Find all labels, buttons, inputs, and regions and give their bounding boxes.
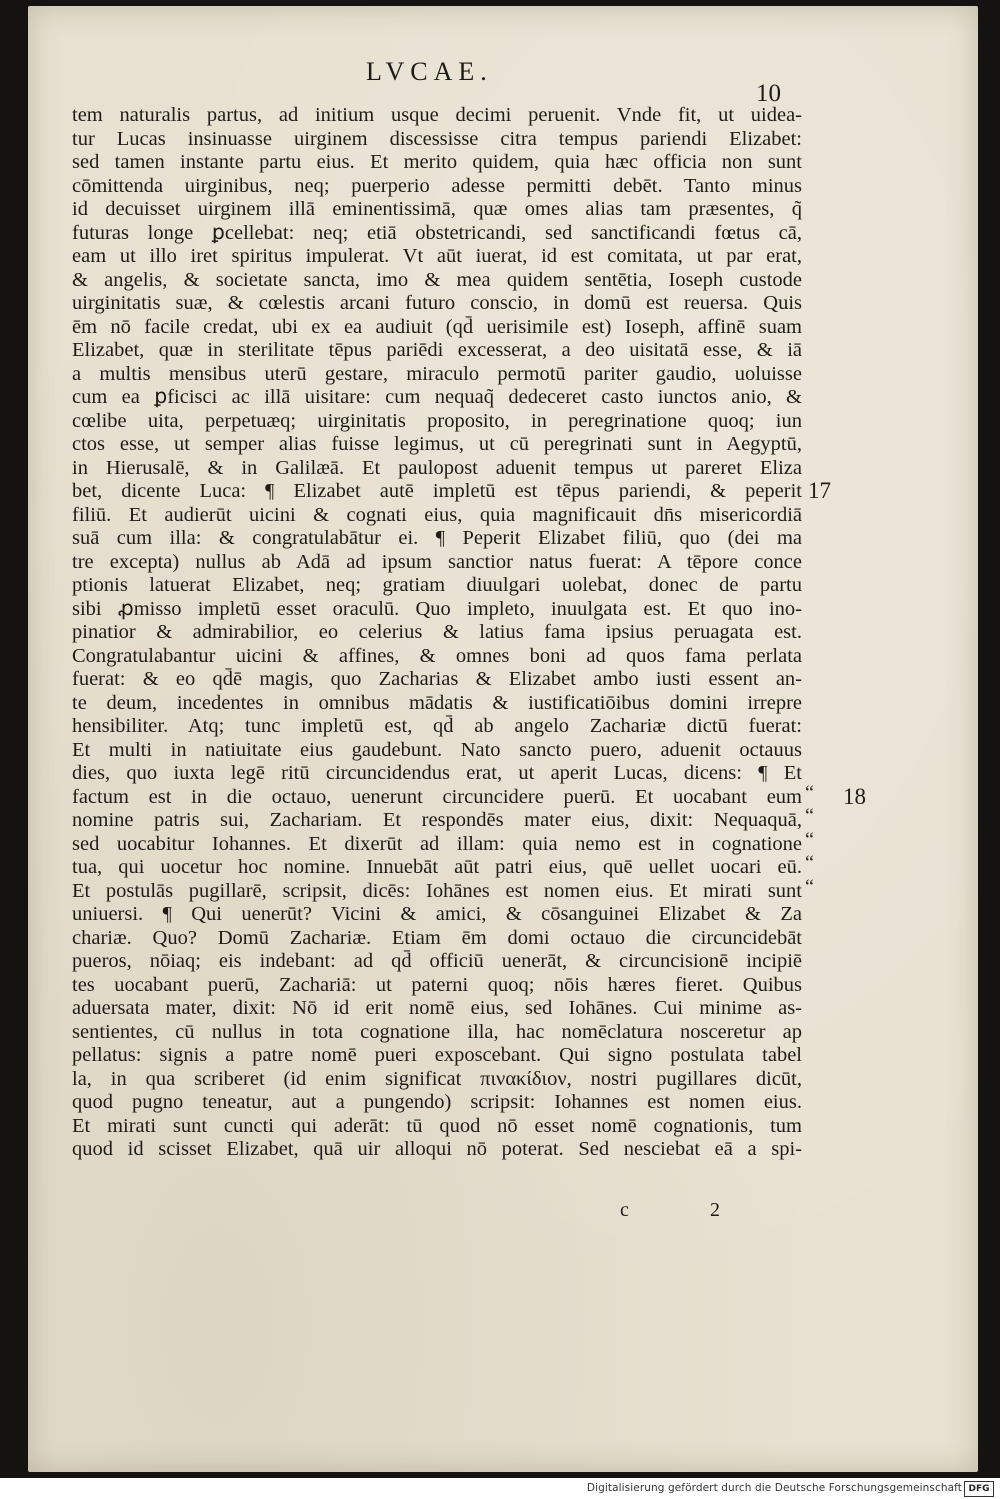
text-line: ctos esse, ut semper alias fuisse legimus, ut cū peregrinati sunt in Aegyptū,	[72, 433, 802, 455]
running-head: LVCAE.	[366, 57, 493, 86]
text-line: factum est in die octauo, uenerunt circuncidere puerū. Et uocabant eum	[72, 785, 802, 808]
folio-number: 10	[756, 80, 781, 107]
text-line: quod pugno teneatur, aut a pungendo) scripsit: Iohannes est nomen eius.	[72, 1091, 802, 1113]
text-line: tes uocabant puerū, Zachariā: ut paterni quoq; nōis hæres fieret. Quibus	[72, 973, 802, 996]
text-line: cōmittenda uirginibus, neq; puerperio adesse permitti debēt. Tanto minus	[72, 174, 802, 197]
text-line: Congratulabantur uicini & affines, & omnes boni ad quos fama perlata	[72, 644, 802, 667]
text-line: tem naturalis partus, ad initium usque decimi peruenit. Vnde fit, ut uidea-	[72, 104, 802, 126]
text-line: cum ea ꝑficisci ac illā uisitare: cum nequaq̃ dedeceret casto iunctos anio, &	[72, 386, 802, 408]
verse-number: 17	[808, 478, 831, 503]
text-line: dies, quo iuxta legē ritū circuncidendus erat, ut aperit Lucas, dicens: ¶ Et	[72, 762, 802, 784]
text-line: tre excepta) nullus ab Adā ad ipsum sanctior natus fuerat: A tēpore conce	[72, 550, 802, 573]
text-line: sibi ꝓmisso impletū esset oraculū. Quo impleto, inuulgata est. Et quo ino-	[72, 597, 802, 620]
text-line: aduersata mater, dixit: Nō id erit nomē eius, sed Iohānes. Cui minime as-	[72, 997, 802, 1019]
text-line: eam ut illo iret spiritus impulerat. Vt aūt iuerat, id est comitata, ut par erat,	[72, 245, 802, 267]
text-line: cœlibe uita, perpetuæq; uirginitatis proposito, in peregrinatione quoq; iun	[72, 409, 802, 432]
text-line: Et postulās pugillarē, scripsit, dicēs: Iohānes est nomen eius. Et mirati sunt	[72, 879, 802, 902]
signature-mark	[620, 1199, 720, 1222]
quotation-mark: “	[805, 875, 814, 898]
main-text-block	[72, 104, 802, 1162]
text-line: quod id scisset Elizabet, quā uir alloqui nō poterat. Sed nesciebat eā a spi-	[72, 1138, 802, 1160]
text-line: Et mirati sunt cuncti qui aderāt: tū quod nō esset nomē cognationis, tum	[72, 1114, 802, 1137]
verse-number: 18	[843, 783, 866, 809]
text-line: tur Lucas insinuasse uirginem discessisse citra tempus pariendi Elizabet:	[72, 127, 802, 150]
text-line: ptionis latuerat Elizabet, neq; gratiam diuulgari uolebat, donec de partu	[72, 574, 802, 596]
text-line: id decuisset uirginem illā eminentissimā, quæ omes alias tam præsentes, q̃	[72, 198, 802, 220]
quotation-mark: “	[805, 828, 814, 851]
signature-number: 2	[710, 1199, 720, 1221]
text-line: Et multi in natiuitate eius gaudebunt. Nato sancto puero, aduenit octauus	[72, 738, 802, 761]
text-line: Elizabet, quæ in sterilitate tēpus pariēdi excesserat, a deo uisitatā esse, & iā	[72, 339, 802, 361]
text-line: sentientes, cū nullus in tota cognatione illa, hac nomēclatura nosceretur ap	[72, 1020, 802, 1043]
text-line: pueros, nōiaq; eis indebant: ad qd̄ officiū uenerāt, & circuncisionē incipiē	[72, 950, 802, 972]
quotation-mark: “	[805, 852, 814, 874]
text-line: la, in qua scriberet (id enim significat πινακίδιον, nostri pugillares dicūt,	[72, 1067, 802, 1090]
text-line: te deum, incedentes in omnibus mādatis & iustificatiōibus domini irrepre	[72, 691, 802, 714]
funding-credit: Digitalisierung gefördert durch die Deutsche Forschungsgemeinschaft	[586, 1482, 962, 1494]
text-line: hensibiliter. Atq; tunc impletū est, qd̄ ab angelo Zachariæ dictū fuerat:	[72, 715, 802, 737]
text-line: tua, qui uocetur hoc nomine. Innuebāt aūt patri eius, quē uellet uocari eū.	[72, 856, 802, 878]
text-line: suā cum illa: & congratulabātur ei. ¶ Peperit Elizabet filiū, quo (dei ma	[72, 527, 802, 549]
text-line: pellatus: signis a patre nomē pueri exposcebant. Qui signo postulata tabel	[72, 1044, 802, 1066]
text-line: futuras longe ꝑcellebat: neq; etiā obstetricandi, sed sanctificandi fœtus cā,	[72, 221, 802, 244]
text-line: chariæ. Quo? Domū Zachariæ. Etiam ēm domi octauo die circuncidebāt	[72, 926, 802, 949]
text-line: uniuersi. ¶ Qui uenerūt? Vicini & amici, & cōsanguinei Elizabet & Za	[72, 903, 802, 925]
text-line: sed uocabitur Iohannes. Et dixerūt ad illam: quia nemo est in cognatione	[72, 832, 802, 855]
text-line: sed tamen instante partu eius. Et merito quidem, quia hæc officia non sunt	[72, 151, 802, 173]
dfg-logo-icon: DFG	[964, 1481, 994, 1497]
quotation-mark: “	[805, 781, 814, 804]
signature-letter: c	[620, 1199, 629, 1221]
text-line: ēm nō facile credat, ubi ex ea audiuit (qd̄ uerisimile est) Ioseph, affinē suam	[72, 315, 802, 338]
text-line: bet, dicente Luca: ¶ Elizabet autē impletū est tēpus pariendi, & peperit	[72, 480, 802, 502]
quotation-mark: “	[805, 805, 814, 827]
text-line: fuerat: & eo qd̄ē magis, quo Zacharias & Elizabet ambo iusti essent an-	[72, 668, 802, 690]
text-line: & angelis, & societate sancta, imo & mea quidem sentētia, Ioseph custode	[72, 268, 802, 291]
text-line: filiū. Et audierūt uicini & cognati eius, quia magnificauit dn̄s misericordiā	[72, 503, 802, 526]
text-line: pinatior & admirabilior, eo celerius & latius fama ipsius peruagata est.	[72, 621, 802, 643]
text-line: uirginitatis suæ, & cœlestis arcani futuro conscio, in domū est reuersa. Quis	[72, 292, 802, 314]
text-line: in Hierusalē, & in Galilæā. Et paulopost aduenit tempus ut pareret Eliza	[72, 456, 802, 479]
text-line: nomine patris sui, Zachariam. Et respondēs mater eius, dixit: Nequaquā,	[72, 809, 802, 831]
text-line: a multis mensibus uterū gestare, miraculo permotū pariter gaudio, uoluisse	[72, 362, 802, 385]
